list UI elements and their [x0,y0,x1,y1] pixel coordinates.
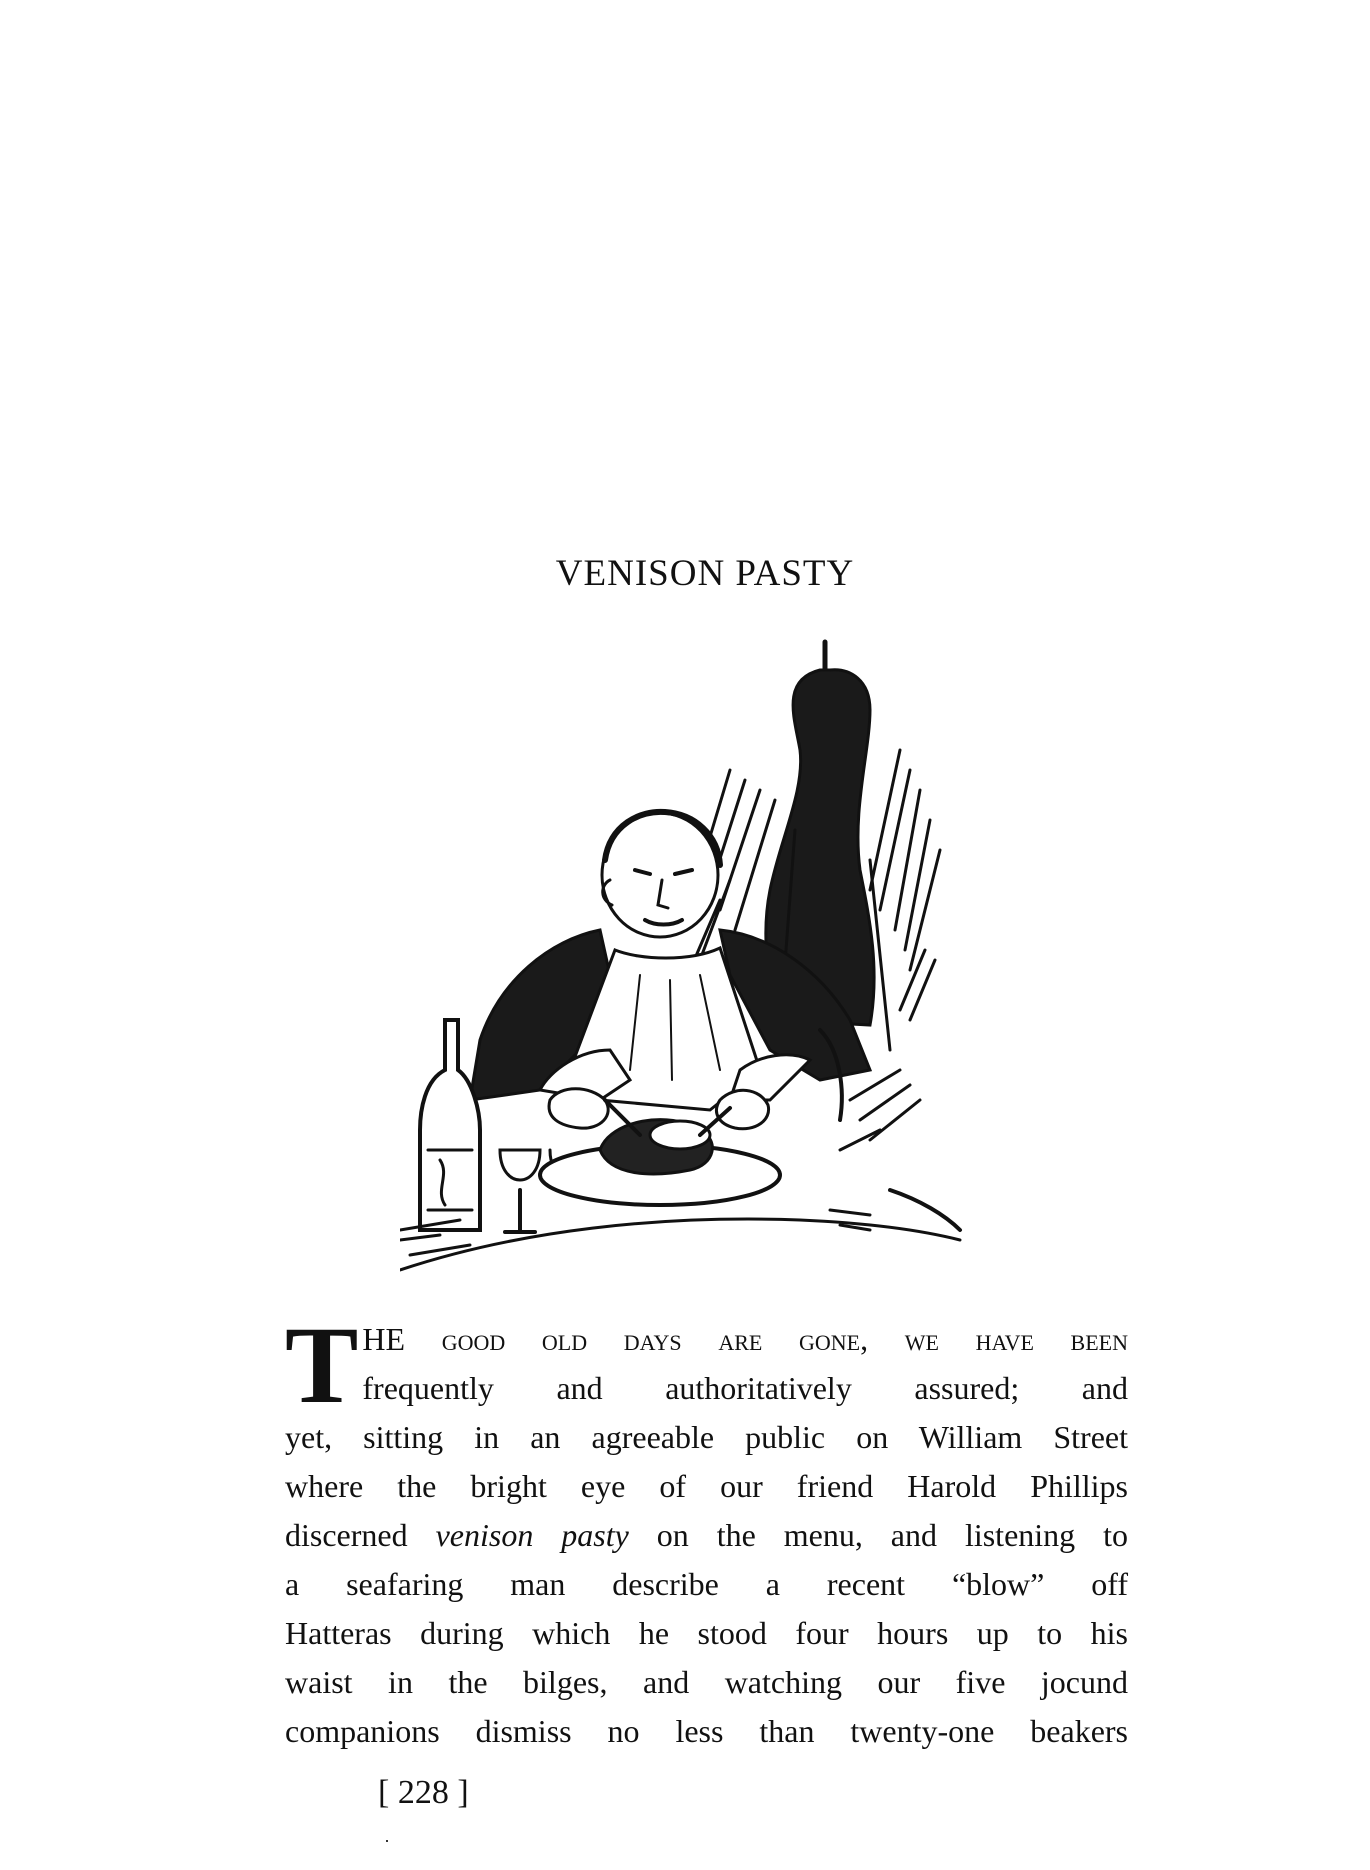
italic-phrase: venison pasty [435,1517,629,1553]
text-line: discerned venison pasty on the menu, and listening to [285,1517,1129,1553]
print-speck [386,1840,388,1842]
man-eating-venison-pasty-illustration [400,630,1010,1280]
chapter-title: VENISON PASTY [555,553,855,594]
body-paragraph [285,1304,1129,1756]
text-line: waist in the bilges, and watching our five jocund [285,1664,1128,1700]
text-line: where the bright eye of our friend Harold Phillips [285,1468,1128,1504]
text-line: yet, sitting in an agreeable public on William Street [285,1419,1128,1455]
page-number: [ 228 ] [378,1774,469,1811]
text-line: companions dismiss no less than twenty-one beakers [285,1713,1128,1749]
text-line: frequently and authoritatively assured; and [362,1370,1128,1406]
text-line: a seafaring man describe a recent “blow” off [285,1566,1128,1602]
drop-cap: T [285,1304,359,1426]
text-line: Hatteras during which he stood four hours up to his [285,1615,1128,1651]
text-line: HE good old days are gone, we have been [362,1321,1128,1357]
